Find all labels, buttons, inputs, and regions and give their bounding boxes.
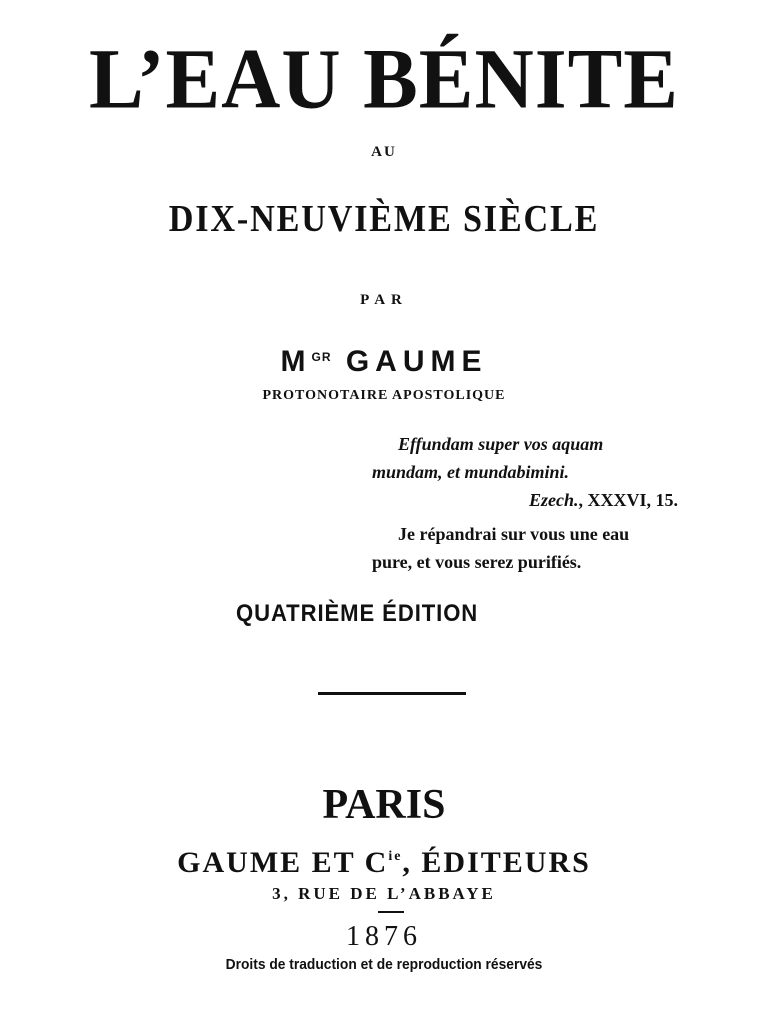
author-name-line — [0, 338, 768, 381]
title-connector: AU — [371, 144, 397, 160]
edition-statement: QUATRIÈME ÉDITION — [236, 600, 479, 627]
epigraph-french-line-1: Je répandrai sur vous une eau — [398, 524, 630, 544]
author-position: PROTONOTAIRE APOSTOLIQUE — [262, 388, 506, 403]
epigraph-latin-line-2: mundam, et mundabimini. — [372, 462, 570, 482]
short-divider-rule — [378, 911, 404, 913]
epigraph-french-line-2: pure, et vous serez purifiés. — [372, 552, 582, 572]
imprint-address: 3, RUE DE L’ABBAYE — [272, 884, 496, 903]
epigraph-french — [372, 520, 702, 576]
publisher-name: GAUME ET C — [177, 846, 389, 879]
rights-notice: Droits de traduction et de reproduction réservés — [225, 956, 543, 973]
author-honorific-superscript: GR — [311, 350, 332, 364]
epigraph-latin-line-1: Effundam super vos aquam — [398, 434, 604, 454]
publisher-superscript: ie — [388, 849, 403, 864]
publisher-role: , ÉDITEURS — [402, 846, 591, 879]
epigraph-reference-book: Ezech. — [528, 490, 579, 510]
imprint-publisher — [0, 838, 768, 882]
epigraph-reference-chapter: , XXXVI, 15. — [578, 490, 678, 510]
imprint-year: 1876 — [346, 921, 422, 952]
book-title: L’EAU BÉNITE — [88, 30, 679, 127]
author-honorific: M — [280, 345, 312, 378]
imprint-city: PARIS — [322, 782, 446, 828]
by-line: PAR — [360, 292, 408, 308]
epigraph-latin — [372, 430, 702, 486]
divider-rule — [318, 692, 466, 695]
epigraph-reference — [372, 486, 702, 514]
book-subtitle: DIX-NEUVIÈME SIÈCLE — [168, 198, 600, 240]
author-name: GAUME — [345, 345, 488, 378]
